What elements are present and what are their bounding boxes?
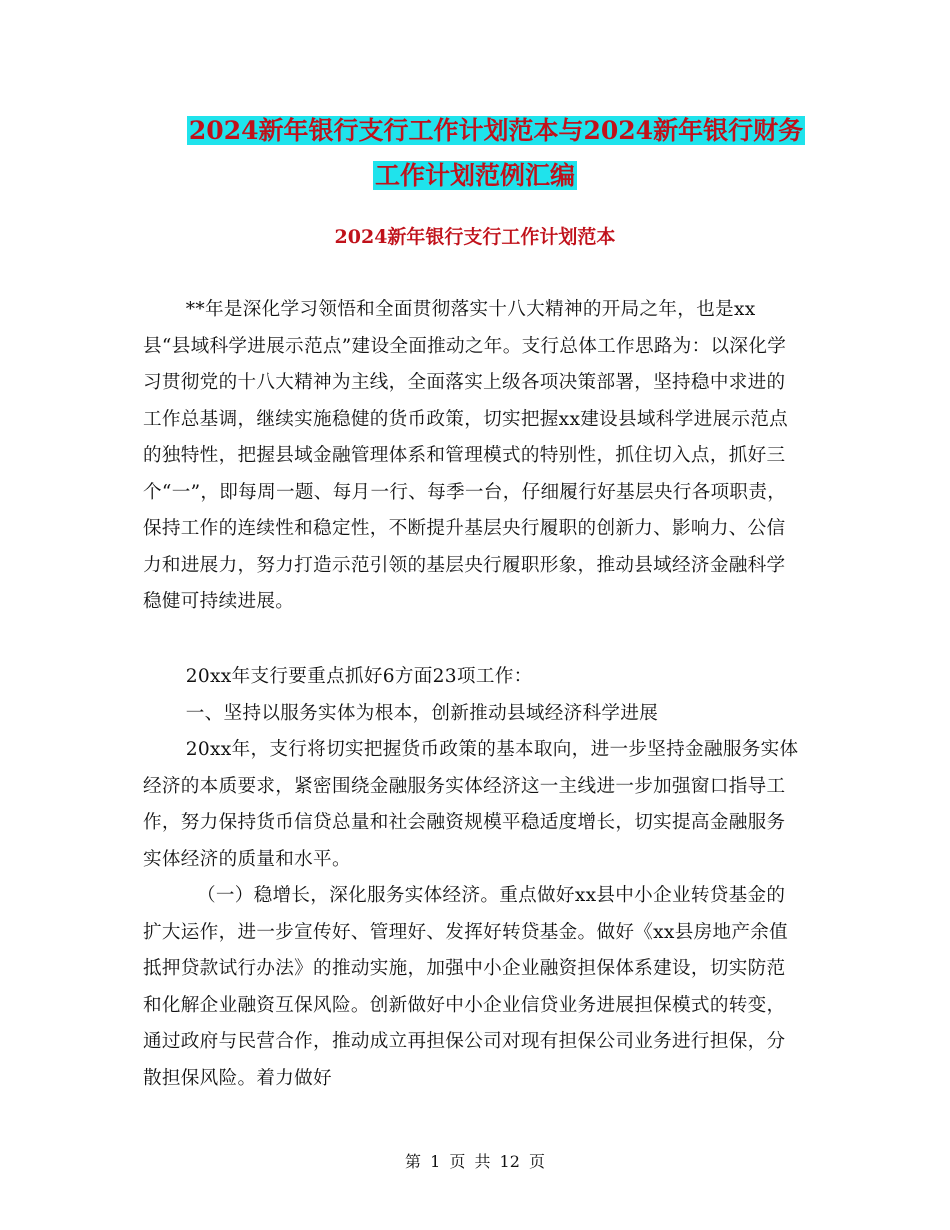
paragraph-growth <box>143 878 803 1097</box>
paragraph-heading-1 <box>143 696 803 733</box>
paragraph-text: （一）稳增长，深化服务实体经济。重点做好xx县中小企业转贷基金的扩大运作，进一步宣传好、管理好、发挥好转贷基金。做好《xx县房地产余值抵押贷款试行办法》的推动实施，加强中小企业融资担保体系建设，切实防范和化解企业融资互保风险。创新做好中小企业信贷业务进展担保模式的转变，通过政府与民营合作，推动成立再担保公司对现有担保公司业务进行担保，分散担保风险。着力做好 <box>143 885 789 1089</box>
paragraph-text: 一、坚持以服务实体为根本，创新推动县域经济科学进展 <box>185 703 659 724</box>
paragraph-intro <box>143 292 803 621</box>
document-title-line-2 <box>0 156 950 196</box>
page-footer: 第 1 页 共 12 页 <box>405 1152 545 1171</box>
paragraph-summary <box>143 659 803 696</box>
document-title-text-1: 2024新年银行支行工作计划范本与2024新年银行财务 <box>188 116 804 145</box>
document-title-line-1 <box>21 111 950 151</box>
paragraph-text: 20xx年支行要重点抓好6方面23项工作： <box>185 666 533 687</box>
paragraph-text: **年是深化学习领悟和全面贯彻落实十八大精神的开局之年，也是xx县“县域科学进展示范点”建设全面推动之年。支行总体工作思路为：以深化学习贯彻党的十八大精神为主线，全面落实上级各项决策部署，坚持稳中求进的工作总基调，继续实施稳健的货币政策，切实把握xx建设县域科学进展示范点的独特性，把握县域金融管理体系和管理模式的特别性，抓住切入点，抓好三个“一”，即每周一题、每月一行、每季一台，仔细履行好基层央行各项职责，保持工作的连续性和稳定性，不断提升基层央行履职的创新力、影响力、公信力和进展力，努力打造示范引领的基层央行履职形象，推动县域经济金融科学稳健可持续进展。 <box>143 299 789 612</box>
paragraph-policy <box>143 732 803 878</box>
paragraph-text: 20xx年，支行将切实把握货币政策的基本取向，进一步坚持金融服务实体经济的本质要求，紧密围绕金融服务实体经济这一主线进一步加强窗口指导工作，努力保持货币信贷总量和社会融资规模平稳适度增长，切实提高金融服务实体经济的质量和水平。 <box>143 739 799 870</box>
section-title: 2024新年银行支行工作计划范本 <box>334 226 616 248</box>
document-title-text-2: 工作计划范例汇编 <box>374 161 575 190</box>
